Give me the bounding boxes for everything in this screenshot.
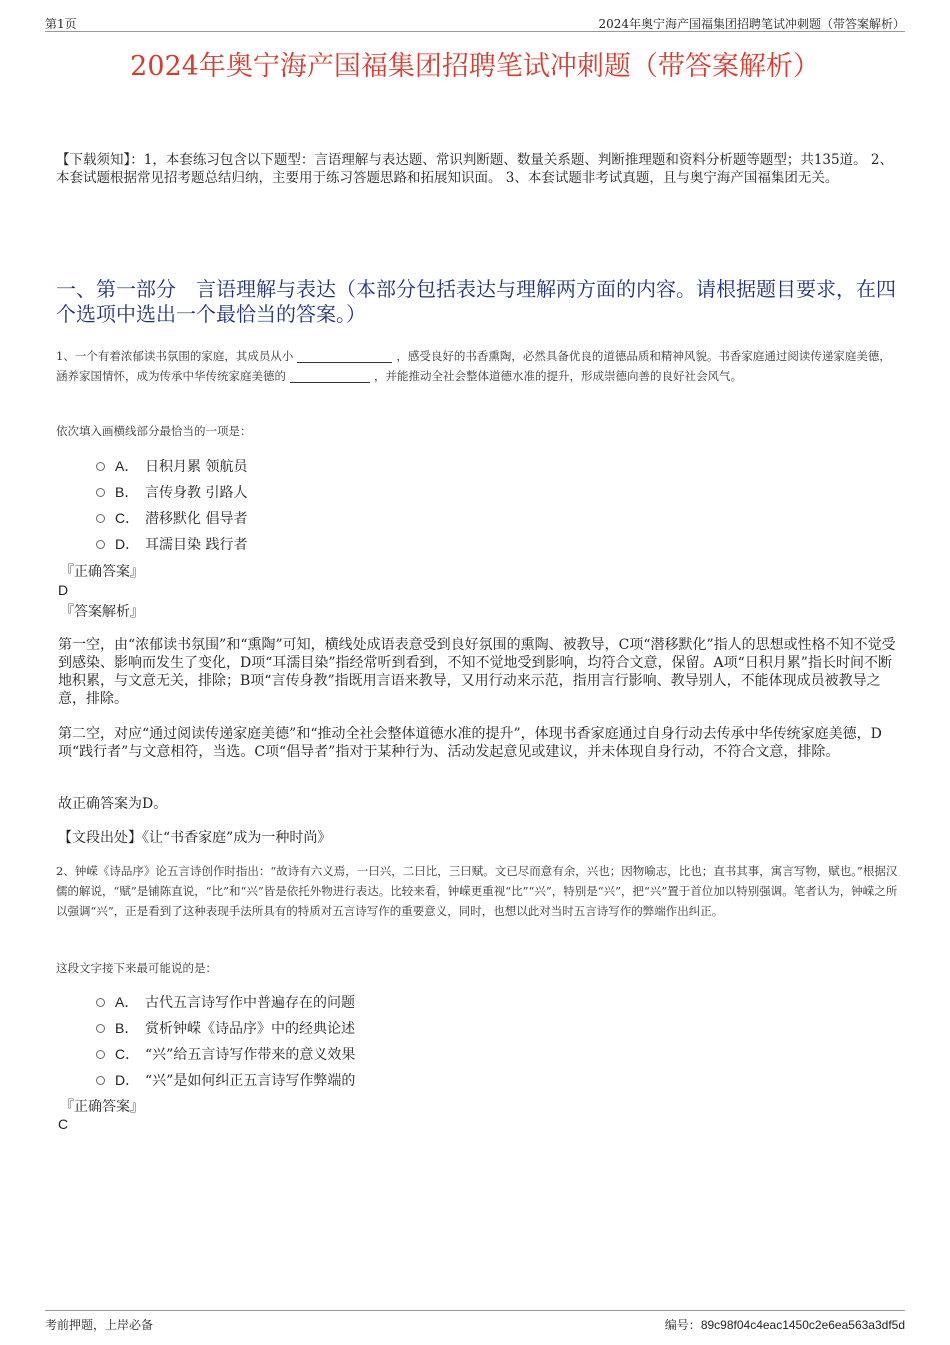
answer-label: 『正确答案』 xyxy=(60,564,144,580)
radio-icon[interactable] xyxy=(96,1050,105,1059)
radio-icon[interactable] xyxy=(96,1024,105,1033)
option-letter: B． xyxy=(115,484,139,500)
option-a[interactable] xyxy=(96,989,596,1015)
option-letter: D． xyxy=(115,536,140,552)
analysis-paragraph-2: 第二空，对应“通过阅读传递家庭美德”和“推动全社会整体道德水准的提升”，体现书香家庭通过自身行动去传承中华传统家庭美德，D项“践行者”与文意相符，当选。C项“倡导者”指对于某种行为、活动发起意见或建议，并未体现自身行动，不符合文意，排除。 xyxy=(58,726,882,760)
footer-slogan: 考前押题，上岸必备 xyxy=(45,1318,154,1332)
option-text: 古代五言诗写作中普遍存在的问题 xyxy=(145,995,355,1011)
q1-stem-part-a: 1、一个有着浓郁读书氛围的家庭，其成员从小 xyxy=(56,349,294,363)
option-text: 潜移默化 倡导者 xyxy=(145,511,248,527)
option-a[interactable] xyxy=(96,453,596,479)
fill-blank-1 xyxy=(297,351,392,363)
analysis-label: 『答案解析』 xyxy=(60,604,144,620)
option-letter: A． xyxy=(115,994,139,1010)
option-letter: C． xyxy=(115,510,140,526)
fill-blank-2 xyxy=(290,371,370,383)
code-label: 编号： xyxy=(664,1318,701,1332)
radio-icon[interactable] xyxy=(96,514,105,523)
page-title: 2024年奥宁海产国福集团招聘笔试冲刺题（带答案解析） xyxy=(130,51,820,82)
option-c[interactable] xyxy=(96,1041,596,1067)
option-d[interactable] xyxy=(96,1067,596,1093)
page-footer xyxy=(45,1310,905,1335)
radio-icon[interactable] xyxy=(96,998,105,1007)
page-number: 第1页 xyxy=(45,17,77,31)
analysis-conclusion: 故正确答案为D。 xyxy=(58,796,168,812)
download-notice: 【下载须知】：1，本套练习包含以下题型：言语理解与表达题、常识判断题、数量关系题、判断推理题和资料分析题等题型；共135道。 2、本套试题根据常见招考题总结归纳，主要用于练习答题思路和拓展知识面。 3、本套试题非考试真题，且与奥宁海产国福集团无关。 xyxy=(56,152,893,186)
option-b[interactable] xyxy=(96,479,596,505)
question-1-prompt: 依次填入画横线部分最恰当的一项是： xyxy=(56,424,252,438)
q1-stem-part-c: ，并能推动全社会整体道德水准的提升，形成崇德向善的良好社会风气。 xyxy=(374,369,742,383)
option-text: 耳濡目染 践行者 xyxy=(145,537,248,553)
radio-icon[interactable] xyxy=(96,488,105,497)
page-header xyxy=(45,10,905,32)
analysis-paragraph-1: 第一空，由“浓郁读书氛围”和“熏陶”可知，横线处成语表意受到良好氛围的熏陶、被教导，C项“潜移默化”指人的思想或性格不知不觉受到感染、影响而发生了变化，D项“耳濡目染”指经常听到看到，不知不觉地受到影响，均符合文意，保留。A项“日积月累”指长时间不断地积累，与文意无关，排除；B项“言传身教”指既用言语来教导，又用行动来示范，指用言行影响、教导别人，不能体现成员被教导之意，排除。 xyxy=(58,637,896,707)
option-letter: D． xyxy=(115,1072,140,1088)
code-value: 89c98f04c4eac1450c2e6ea563a3df5d xyxy=(700,1318,905,1332)
option-text: 赏析钟嵘《诗品序》中的经典论述 xyxy=(145,1021,355,1037)
correct-answer: D xyxy=(58,582,69,598)
option-text: “兴”给五言诗写作带来的意义效果 xyxy=(145,1047,356,1063)
answer-label: 『正确答案』 xyxy=(60,1099,144,1115)
radio-icon[interactable] xyxy=(96,1076,105,1085)
option-letter: B． xyxy=(115,1020,139,1036)
option-c[interactable] xyxy=(96,505,596,531)
radio-icon[interactable] xyxy=(96,540,105,549)
footer-code xyxy=(665,1316,905,1333)
option-d[interactable] xyxy=(96,531,596,557)
correct-answer: C xyxy=(58,1116,69,1132)
option-text: “兴”是如何纠正五言诗写作弊端的 xyxy=(145,1073,356,1089)
question-1-options xyxy=(96,453,596,557)
header-doc-title: 2024年奥宁海产国福集团招聘笔试冲刺题（带答案解析） xyxy=(598,17,905,31)
source-note: 【文段出处】《让“书香家庭”成为一种时尚》 xyxy=(58,830,332,846)
question-2-stem: 2、钟嵘《诗品序》论五言诗创作时指出：“故诗有六义焉，一曰兴，二曰比，三曰赋。文已尽而意有余，兴也；因物喻志，比也；直书其事，寓言写物，赋也。”根据汉儒的解说，“赋”是铺陈直说，“比”和“兴”皆是依托外物进行表达。比较来看，钟嵘更重视“比”“兴”，特别是“兴”，把“兴”置于首位加以特别强调。笔者认为，钟嵘之所以强调“兴”，正是看到了这种表现手法所具有的特质对五言诗写作的重要意义，同时，也想以此对当时五言诗写作的弊端作出纠正。 xyxy=(56,864,898,918)
question-1-stem xyxy=(56,346,900,386)
option-letter: C． xyxy=(115,1046,140,1062)
q1-stem-part-b: ，感受良好的书香熏陶，必然具备优良的道德品质和精神风貌。书香家庭通过阅读传递家庭美德，涵养家国情怀，成为传承中华传统家庭美德的 xyxy=(56,349,891,383)
option-letter: A． xyxy=(115,458,139,474)
section-heading: 一、第一部分 言语理解与表达（本部分包括表达与理解两方面的内容。请根据题目要求，在四个选项中选出一个最恰当的答案。） xyxy=(56,277,896,326)
option-text: 言传身教 引路人 xyxy=(145,485,248,501)
question-2-prompt: 这段文字接下来最可能说的是： xyxy=(56,961,217,975)
radio-icon[interactable] xyxy=(96,462,105,471)
question-2-options xyxy=(96,989,596,1093)
option-b[interactable] xyxy=(96,1015,596,1041)
option-text: 日积月累 领航员 xyxy=(145,459,248,475)
